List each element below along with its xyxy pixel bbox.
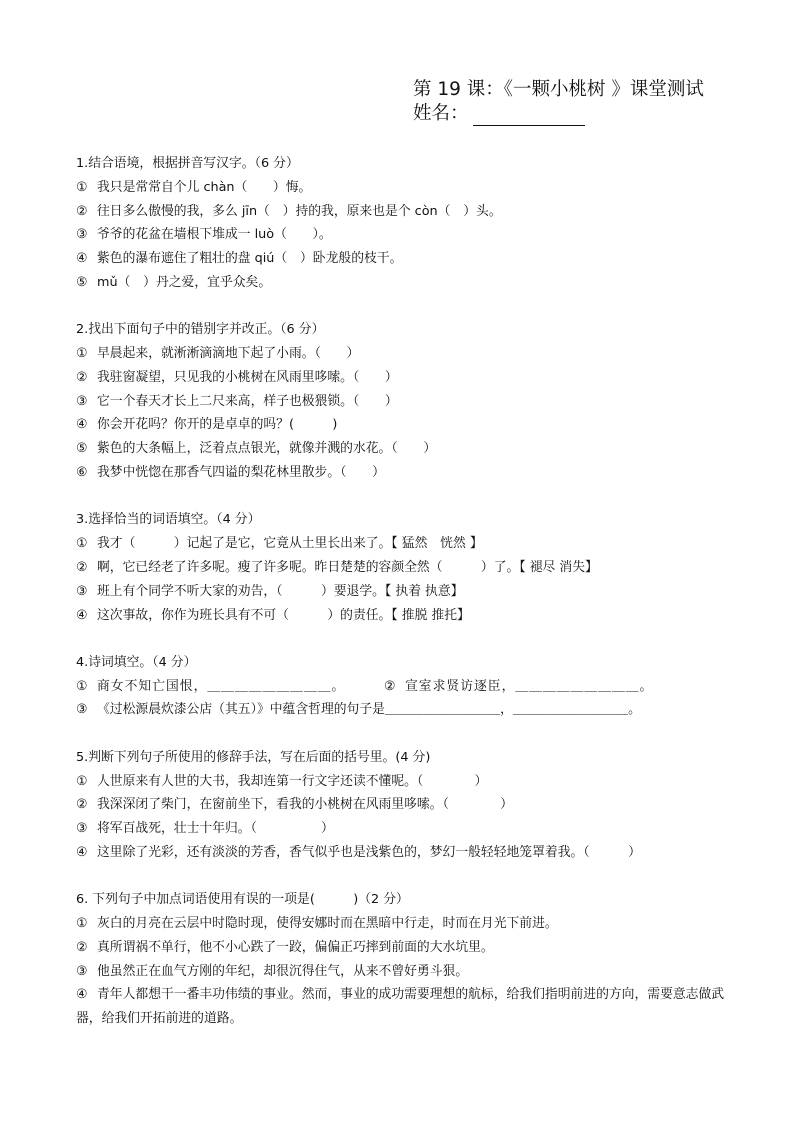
item-text: 它一个春天才长上二尺来高，样子也极猥锁。（ ） (97, 393, 398, 409)
list-item (76, 698, 726, 722)
item-text: 我才（ ）记起了是它，它竟从土里长出来了。【 猛然 恍然 】 (97, 536, 483, 552)
question-title: 4.诗词填空。（4 分） (76, 654, 197, 670)
item-marker: ④ (76, 987, 88, 1003)
question-title: 1.结合语境，根据拼音写汉字。（6 分） (76, 156, 299, 171)
item-marker: ③ (76, 702, 88, 718)
list-item (76, 793, 726, 817)
item-text: 他虽然正在血气方刚的年纪，却很沉得住气，从来不曾好勇斗狠。 (97, 963, 469, 979)
item-marker: ⑤ (76, 441, 88, 457)
list-item (76, 223, 726, 247)
list-item (76, 770, 726, 794)
list-item (76, 461, 726, 485)
item-marker: ② (384, 678, 396, 694)
list-item (76, 271, 726, 295)
item-text: 往日多么傲慢的我，多么 jīn（ ）持的我，原来也是个 còn（ ）头。 (97, 203, 502, 219)
item-marker: ② (76, 369, 88, 385)
item-marker: ④ (76, 844, 88, 860)
item-text: 我驻窗凝望，只见我的小桃树在风雨里哆嗦。（ ） (97, 369, 398, 385)
item-text: 我梦中恍惚在那香气四谥的梨花林里散步。（ ） (97, 465, 385, 481)
item-text: 灰白的月亮在云层中时隐时现，使得安娜时而在黑暗中行走，时而在月光下前进。 (97, 916, 558, 932)
question-title: 5.判断下列句子所使用的修辞手法，写在后面的括号里。(4 分) (76, 749, 431, 765)
name-blank[interactable] (473, 106, 585, 126)
item-marker: ⑤ (76, 274, 88, 290)
item-text: 早晨起来，就淅淅滴滴地下起了小雨。（ ） (97, 346, 360, 362)
poem-row (76, 675, 726, 699)
question-3 (76, 508, 726, 627)
item-text: 我深深闭了柴门，在窗前坐下，看我的小桃树在风雨里哆嗦。（ ） (97, 797, 513, 813)
item-text: 这次事故，你作为班长具有不可（ ）的责任。【 推脱 推托】 (97, 607, 470, 623)
question-title: 3.选择恰当的词语填空。（4 分） (76, 512, 261, 528)
list-item (76, 366, 726, 390)
question-6 (76, 888, 726, 1031)
item-marker: ④ (76, 607, 88, 623)
item-marker: ② (76, 939, 88, 955)
question-title: 6. 下列句子中加点词语使用有误的一项是( )（2 分） (76, 892, 409, 908)
list-item (76, 817, 726, 841)
item-text: 《过松源晨炊漆公店（其五）》中蕴含哲理的句子是＿＿＿＿＿＿＿＿＿，＿＿＿＿＿＿＿＿＿。 (97, 702, 641, 718)
question-5 (76, 746, 726, 865)
item-text: 青年人都想干一番丰功伟绩的事业。然而，事业的成功需要理想的航标，给我们指明前进的方向，需要意志做武器，给我们开拓前进的道路。 (76, 987, 725, 1027)
question-4 (76, 651, 726, 722)
item-text: 啊，它已经老了许多呢。瘦了许多呢。昨日楚楚的容颜全然（ ）了。【 褪尽 消失】 (97, 559, 598, 575)
item-marker: ① (76, 346, 88, 362)
list-item (76, 342, 726, 366)
question-2 (76, 318, 726, 485)
item-text: 人世原来有人世的大书，我却连第一行文字还读不懂呢。（ ） (97, 773, 488, 789)
poem-item-left (76, 675, 384, 699)
item-text: 这里除了光彩，还有淡淡的芳香，香气似乎也是浅紫色的，梦幻一般轻轻地笼罩着我。（ ） (97, 844, 641, 860)
list-item (76, 841, 726, 865)
item-marker: ① (76, 916, 88, 932)
item-marker: ④ (76, 417, 88, 433)
item-marker: ③ (76, 393, 88, 409)
item-marker: ① (76, 678, 88, 694)
list-item (76, 200, 726, 224)
item-marker: ⑥ (76, 465, 88, 481)
list-item (76, 247, 726, 271)
item-marker: ③ (76, 227, 88, 243)
item-text: 真所谓祸不单行，他不小心跌了一跤，偏偏正巧摔到前面的大水坑里。 (97, 939, 494, 955)
item-text: 班上有个同学不听大家的劝告，（ ）要退学。【 执着 执意】 (97, 583, 464, 599)
list-item (76, 176, 726, 200)
item-text: 爷爷的花盆在墙根下堆成一 luò（ ）。 (97, 227, 332, 243)
list-item (76, 936, 726, 960)
item-text: 紫色的大条幅上，泛着点点银光，就像并溅的水花。（ ） (97, 441, 437, 457)
poem-item-right (384, 675, 653, 699)
item-marker: ② (76, 203, 88, 219)
item-marker: ① (76, 773, 88, 789)
item-text: 紫色的瀑布遮住了粗壮的盘 qiú（ ）卧龙般的枝干。 (97, 251, 403, 267)
name-label: 姓名： (413, 103, 469, 124)
list-item (76, 556, 726, 580)
list-item (76, 960, 726, 984)
list-item (76, 437, 726, 461)
item-text: 将军百战死，壮士十年归。（ ） (97, 821, 334, 837)
list-item (76, 390, 726, 414)
list-item (76, 532, 726, 556)
item-marker: ② (76, 559, 88, 575)
question-1 (76, 152, 726, 295)
list-item (76, 983, 726, 1031)
item-marker: ③ (76, 583, 88, 599)
item-marker: ① (76, 536, 88, 552)
item-text: 商女不知亡国恨，＿＿＿＿＿＿＿＿＿。 (97, 678, 346, 694)
question-body (76, 152, 726, 1055)
page-header (413, 78, 704, 126)
item-text: 我只是常常自个儿 chàn（ ）悔。 (97, 179, 312, 195)
item-marker: ③ (76, 963, 88, 979)
page-title: 第 19 课：《一颗小桃树 》课堂测试 (413, 79, 704, 100)
list-item (76, 604, 726, 628)
item-text: 宣室求贤访逐臣，＿＿＿＿＿＿＿＿＿。 (405, 678, 654, 694)
list-item (76, 580, 726, 604)
item-text: mǔ（ ）丹之爱，宜乎众矣。 (97, 274, 272, 290)
list-item (76, 912, 726, 936)
name-line (413, 102, 704, 126)
item-marker: ① (76, 179, 88, 195)
question-title: 2.找出下面句子中的错别字并改正。（6 分） (76, 322, 325, 338)
item-marker: ④ (76, 251, 88, 267)
item-marker: ② (76, 797, 88, 813)
item-marker: ③ (76, 821, 88, 837)
item-text: 你会开花吗？你开的是卓卓的吗？( ) (97, 417, 338, 433)
list-item (76, 413, 726, 437)
